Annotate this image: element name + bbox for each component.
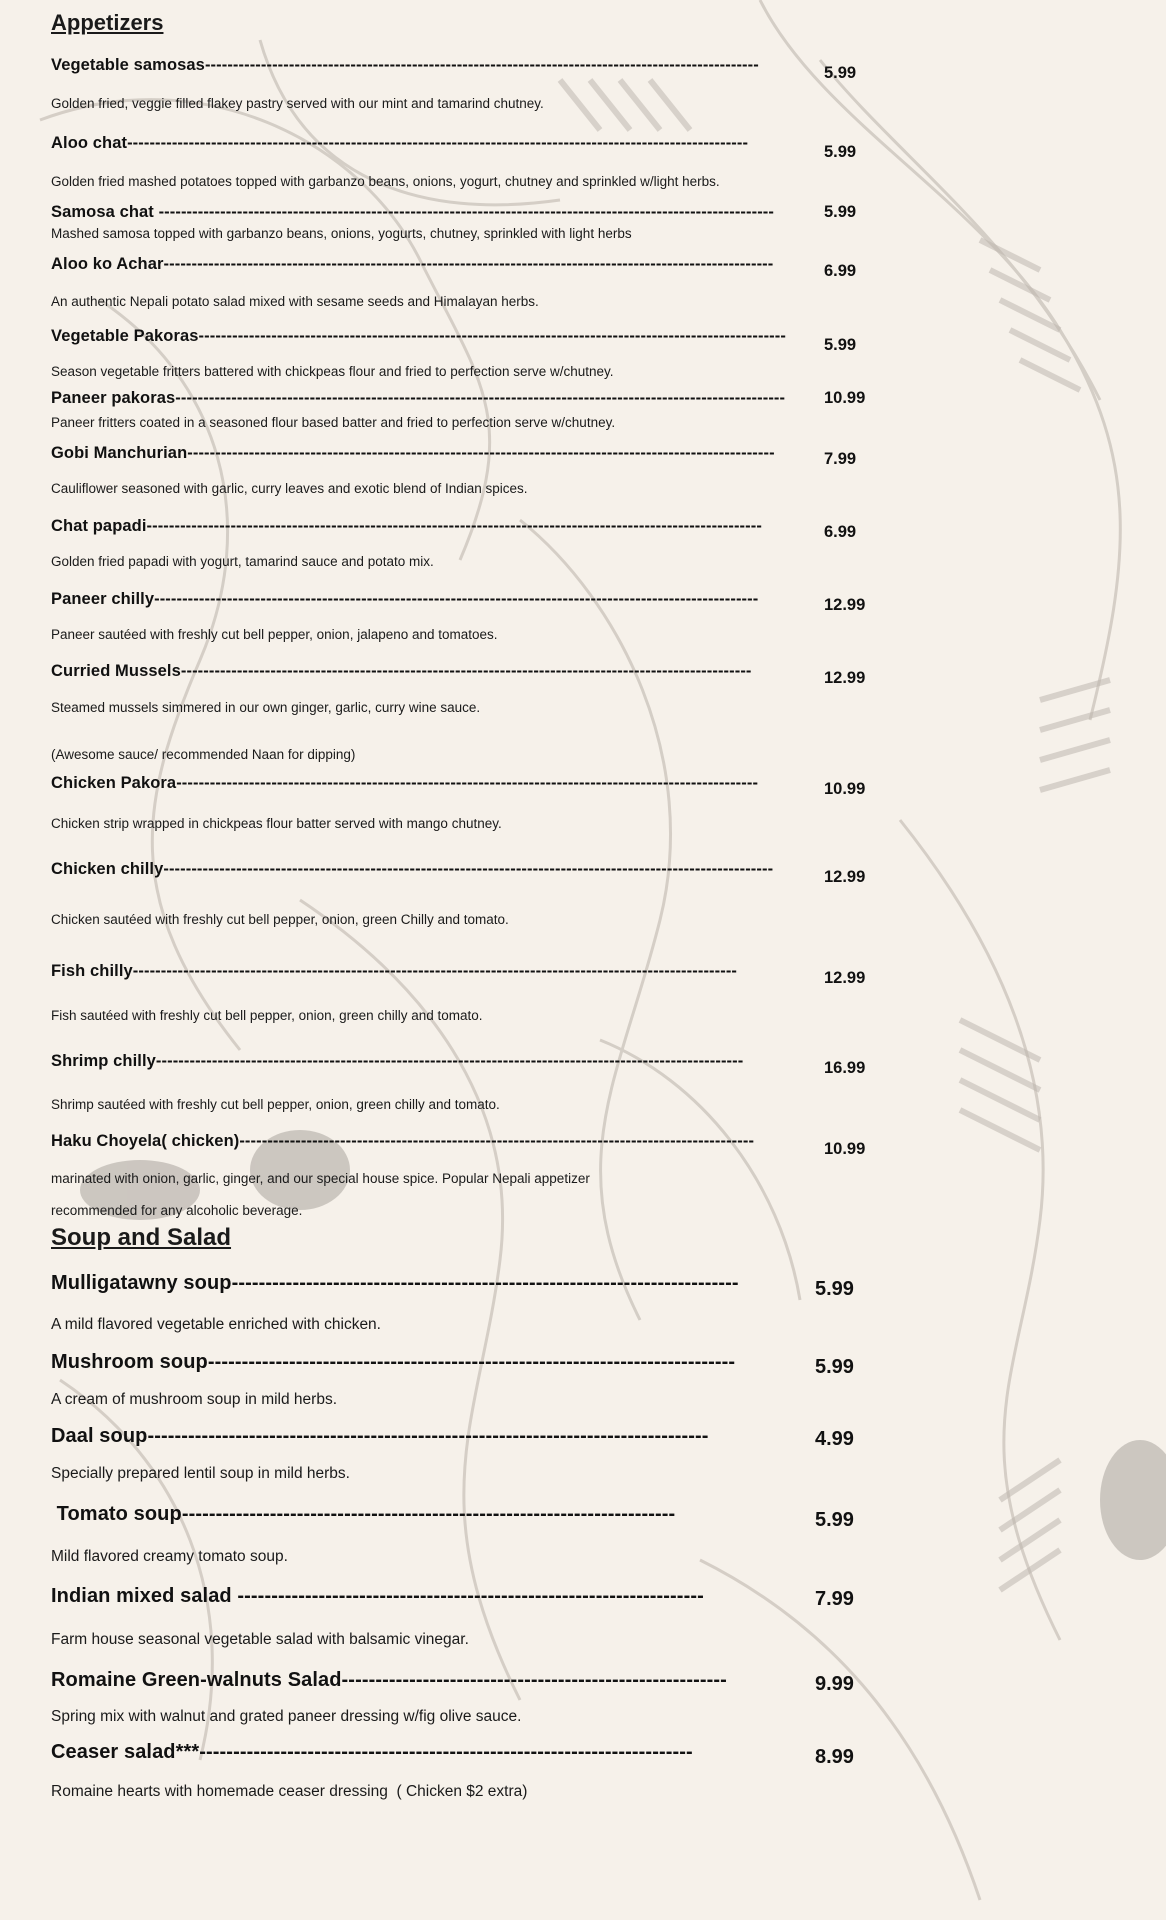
menu-item-description: Mashed samosa topped with garbanzo beans, onions, yogurts, chutney, sprinkled with light herbs xyxy=(51,226,632,241)
menu-item-description: Specially prepared lentil soup in mild herbs. xyxy=(51,1465,350,1482)
menu-item-description: Season vegetable fritters battered with chickpeas flour and fried to perfection serve w/chutney. xyxy=(51,364,614,379)
menu-item-description: Spring mix with walnut and grated paneer dressing w/fig olive sauce. xyxy=(51,1708,522,1725)
menu-item-description: Farm house seasonal vegetable salad with balsamic vinegar. xyxy=(51,1631,469,1648)
menu-item-description: (Awesome sauce/ recommended Naan for dipping) xyxy=(51,747,356,762)
menu-item-price: 12.99 xyxy=(824,669,866,687)
menu-item-name: Ceaser salad***------------------------------------------------------------------------- xyxy=(51,1741,693,1763)
menu-item-name: Aloo chat--------------------------------------------------------------------------------------------------------------- xyxy=(51,134,749,152)
menu-item-description: Golden fried papadi with yogurt, tamarind sauce and potato mix. xyxy=(51,554,434,569)
menu-item-name: Vegetable Pakoras--------------------------------------------------------------------------------------------------------- xyxy=(51,327,786,345)
menu-item-name: Fish chilly------------------------------------------------------------------------------------------------------------ xyxy=(51,962,738,980)
menu-item-price: 12.99 xyxy=(824,969,866,987)
menu-item-name: Daal soup----------------------------------------------------------------------------------- xyxy=(51,1425,709,1447)
menu-item-price: 5.99 xyxy=(815,1356,854,1378)
menu-item-name: Samosa chat -------------------------------------------------------------------------------------------------------------- xyxy=(51,203,774,221)
appetizers-heading: Appetizers xyxy=(51,10,164,35)
menu-item-description: Paneer fritters coated in a seasoned flour based batter and fried to perfection serve w/chutney. xyxy=(51,415,616,430)
menu-item-description: Chicken strip wrapped in chickpeas flour batter served with mango chutney. xyxy=(51,816,502,831)
menu-item-description: An authentic Nepali potato salad mixed with sesame seeds and Himalayan herbs. xyxy=(51,294,539,309)
menu-item-price: 10.99 xyxy=(824,389,866,407)
menu-item-name: Vegetable samosas--------------------------------------------------------------------------------------------------- xyxy=(51,56,759,74)
menu-item-name: Chicken Pakora-------------------------------------------------------------------------------------------------------- xyxy=(51,774,759,792)
menu-item-price: 7.99 xyxy=(824,450,857,468)
menu-item-name: Indian mixed salad --------------------------------------------------------------------- xyxy=(51,1585,704,1607)
menu-item-name: Chat papadi-------------------------------------------------------------------------------------------------------------- xyxy=(51,517,762,535)
menu-item-description: Golden fried mashed potatoes topped with garbanzo beans, onions, yogurt, chutney and sprinkled w/light herbs. xyxy=(51,174,720,189)
menu-item-price: 12.99 xyxy=(824,596,866,614)
menu-item-price: 7.99 xyxy=(815,1588,854,1610)
menu-item-price: 6.99 xyxy=(824,523,857,541)
menu-item-name: Tomato soup------------------------------------------------------------------------- xyxy=(51,1503,676,1525)
menu-item-name: Curried Mussels------------------------------------------------------------------------------------------------------ xyxy=(51,662,752,680)
menu-item-description: Golden fried, veggie filled flakey pastry served with our mint and tamarind chutney. xyxy=(51,96,544,111)
menu-item-price: 5.99 xyxy=(824,336,857,354)
menu-item-description: Shrimp sautéed with freshly cut bell pepper, onion, green chilly and tomato. xyxy=(51,1097,500,1112)
menu-item-price: 4.99 xyxy=(815,1428,854,1450)
menu-item-price: 5.99 xyxy=(824,64,857,82)
menu-item-price: 5.99 xyxy=(815,1278,854,1300)
soup-salad-heading: Soup and Salad xyxy=(51,1224,232,1251)
menu-item-price: 10.99 xyxy=(824,780,866,798)
menu-item-name: Chicken chilly------------------------------------------------------------------------------------------------------------- xyxy=(51,860,774,878)
menu-item-price: 10.99 xyxy=(824,1140,866,1158)
menu-item-description: A cream of mushroom soup in mild herbs. xyxy=(51,1391,338,1408)
menu-item-name: Mushroom soup------------------------------------------------------------------------------ xyxy=(51,1351,736,1373)
menu-item-description: A mild flavored vegetable enriched with chicken. xyxy=(51,1316,381,1333)
menu-item-price: 5.99 xyxy=(824,203,857,221)
menu-item-price: 16.99 xyxy=(824,1059,866,1077)
menu-item-name: Mulligatawny soup--------------------------------------------------------------------------- xyxy=(51,1272,739,1294)
menu-item-price: 5.99 xyxy=(815,1509,854,1531)
menu-item-description: Mild flavored creamy tomato soup. xyxy=(51,1548,288,1565)
menu-item-name: Haku Choyela( chicken)-------------------------------------------------------------------------------------------- xyxy=(51,1132,755,1150)
menu-item-name: Paneer pakoras------------------------------------------------------------------------------------------------------------- xyxy=(51,389,786,407)
menu-item-description: Cauliflower seasoned with garlic, curry leaves and exotic blend of Indian spices. xyxy=(51,481,528,496)
menu-item-description: Steamed mussels simmered in our own ginger, garlic, curry wine sauce. xyxy=(51,700,481,715)
menu-item-price: 6.99 xyxy=(824,262,857,280)
menu-item-name: Aloo ko Achar------------------------------------------------------------------------------------------------------------- xyxy=(51,255,774,273)
menu-item-name: Shrimp chilly--------------------------------------------------------------------------------------------------------- xyxy=(51,1052,744,1070)
menu-item-price: 12.99 xyxy=(824,868,866,886)
menu-item-name: Paneer chilly------------------------------------------------------------------------------------------------------------ xyxy=(51,590,759,608)
menu-item-name: Gobi Manchurian--------------------------------------------------------------------------------------------------------- xyxy=(51,444,775,462)
menu-item-price: 9.99 xyxy=(815,1673,854,1695)
menu-item-name: Romaine Green-walnuts Salad--------------------------------------------------------- xyxy=(51,1669,727,1691)
menu-item-description: Chicken sautéed with freshly cut bell pepper, onion, green Chilly and tomato. xyxy=(51,912,509,927)
menu-item-description: marinated with onion, garlic, ginger, and our special house spice. Popular Nepali appetizer xyxy=(51,1171,590,1186)
menu-item-description: Romaine hearts with homemade ceaser dressing ( Chicken $2 extra) xyxy=(51,1783,528,1800)
menu-item-price: 8.99 xyxy=(815,1746,854,1768)
menu-item-price: 5.99 xyxy=(824,143,857,161)
menu-item-description: recommended for any alcoholic beverage. xyxy=(51,1203,303,1218)
menu-item-description: Paneer sautéed with freshly cut bell pepper, onion, jalapeno and tomatoes. xyxy=(51,627,498,642)
menu-item-description: Fish sautéed with freshly cut bell pepper, onion, green chilly and tomato. xyxy=(51,1008,483,1023)
